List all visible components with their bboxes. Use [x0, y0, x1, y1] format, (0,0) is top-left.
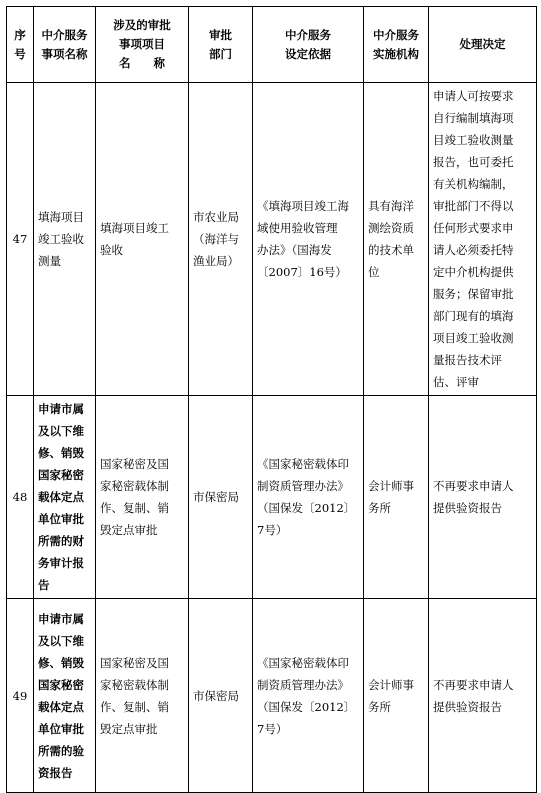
header-decision: 处理决定 — [429, 7, 537, 83]
row-basis: 《国家秘密载体印 制资质管理办法》 （国保发〔2012〕 7号） — [253, 599, 364, 793]
header-seq: 序号 — [7, 7, 34, 83]
row-decision: 申请人可按要求 自行编制填海项 目竣工验收测量 报告，也可委托 有关机构编制， 审批部门不得以 任何形式要求申 请人必须委托特 定中介机构提供 服务；保留审批 部门现有的填海 项目竣工验收测 量报告技术评 估、评审 — [429, 83, 537, 396]
row-seq: 49 — [7, 599, 34, 793]
row-decision: 不再要求申请人 提供验资报告 — [429, 396, 537, 599]
header-row — [7, 7, 537, 83]
row-seq: 48 — [7, 396, 34, 599]
header-department: 审批 部门 — [189, 7, 253, 83]
row-agency: 会计师事 务所 — [364, 599, 429, 793]
row-service-name: 填海项目 竣工验收 测量 — [34, 83, 96, 396]
row-approval-item: 填海项目竣工 验收 — [96, 83, 189, 396]
header-service-name: 中介服务 事项名称 — [34, 7, 96, 83]
row-decision: 不再要求申请人 提供验资报告 — [429, 599, 537, 793]
row-approval-item: 国家秘密及国 家秘密载体制 作、复制、销 毁定点审批 — [96, 599, 189, 793]
header-agency: 中介服务 实施机构 — [364, 7, 429, 83]
row-service-name: 申请市属 及以下维 修、销毁 国家秘密 载体定点 单位审批 所需的财 务审计报 告 — [34, 396, 96, 599]
table-row — [7, 83, 537, 396]
row-department: 市农业局 （海洋与 渔业局） — [189, 83, 253, 396]
row-seq: 47 — [7, 83, 34, 396]
row-agency: 会计师事 务所 — [364, 396, 429, 599]
row-basis: 《国家秘密载体印 制资质管理办法》 （国保发〔2012〕 7号） — [253, 396, 364, 599]
intermediary-services-table — [6, 6, 537, 793]
row-agency: 具有海洋 测绘资质 的技术单 位 — [364, 83, 429, 396]
row-basis: 《填海项目竣工海 域使用验收管理 办法》（国海发 〔2007〕16号） — [253, 83, 364, 396]
row-approval-item: 国家秘密及国 家秘密载体制 作、复制、销 毁定点审批 — [96, 396, 189, 599]
table-row — [7, 396, 537, 599]
row-department: 市保密局 — [189, 599, 253, 793]
header-basis: 中介服务 设定依据 — [253, 7, 364, 83]
row-service-name: 申请市属 及以下维 修、销毁 国家秘密 载体定点 单位审批 所需的验 资报告 — [34, 599, 96, 793]
table-row — [7, 599, 537, 793]
row-department: 市保密局 — [189, 396, 253, 599]
header-approval-item: 涉及的审批 事项项目 名 称 — [96, 7, 189, 83]
